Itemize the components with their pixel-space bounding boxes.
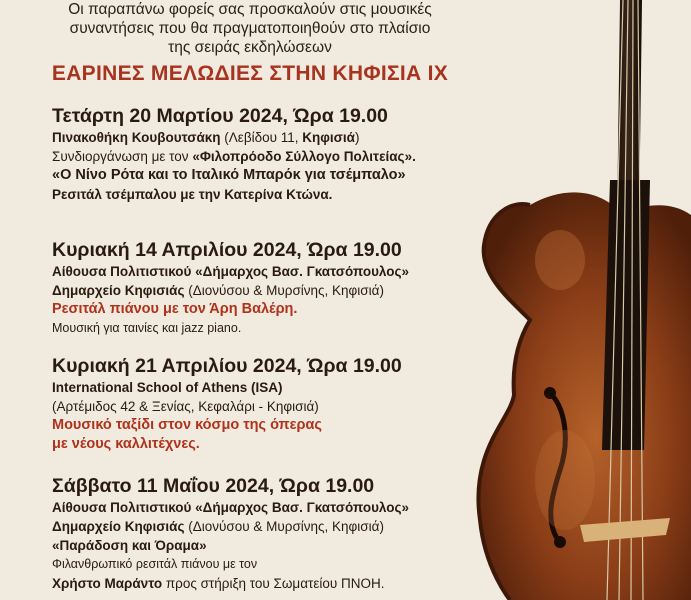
venue-close: ) [354, 130, 360, 145]
venue-name: Δημαρχείο Κηφισιάς [52, 519, 185, 534]
intro-line: της σειράς εκδηλώσεων [168, 39, 332, 56]
intro-line: Οι παραπάνω φορείς σας προσκαλούν στις μουσικές [68, 1, 432, 18]
organizer-prefix: Συνδιοργάνωση με τον [52, 149, 193, 164]
intro-text [0, 0, 500, 57]
cello-illustration-icon [470, 0, 691, 600]
intro-line: συναντήσεις που θα πραγματοποιηθούν στο πλαίσιο [69, 20, 431, 37]
event-title: «Ο Νίνο Ρότα και το Ιταλικό Μπαρόκ για τσέμπαλο» [52, 167, 406, 183]
event-performer [52, 574, 512, 593]
event-venue-address: (Αρτέμιδος 42 & Ξενίας, Κεφαλάρι - Κηφισιά) [52, 399, 319, 414]
event-venue [52, 128, 512, 147]
events-list [52, 104, 512, 593]
venue-name: Δημαρχείο Κηφισιάς [52, 283, 185, 298]
event-organizer [52, 147, 512, 166]
event-1 [52, 104, 512, 238]
event-title: «Παράδοση και Όραμα» [52, 538, 207, 553]
event-venue: Αίθουσα Πολιτιστικού «Δήμαρχος Βασ. Γκατσόπουλος» [52, 264, 410, 279]
event-4 [52, 474, 512, 593]
performer-cause: προς στήριξη του Σωματείου ΠΝΟΗ. [162, 576, 385, 591]
venue-address: (Διονύσου & Μυρσίνης, Κηφισιά) [184, 519, 384, 534]
event-venue: Αίθουσα Πολιτιστικού «Δήμαρχος Βασ. Γκατσόπουλος» [52, 500, 410, 515]
performer-name: Χρήστο Μαράντο [52, 576, 163, 591]
event-title-cont: με νέους καλλιτέχνες. [52, 436, 200, 452]
event-venue: International School of Athens (ISA) [52, 380, 283, 395]
event-date: Κυριακή 14 Απριλίου 2024, Ώρα 19.00 [52, 239, 402, 261]
venue-name: Πινακοθήκη Κουβουτσάκη [52, 130, 221, 145]
event-2 [52, 238, 512, 354]
event-date: Κυριακή 21 Απριλίου 2024, Ώρα 19.00 [52, 355, 402, 377]
event-3 [52, 354, 512, 474]
event-venue-address [52, 281, 512, 300]
event-date: Σάββατο 11 Μαΐου 2024, Ώρα 19.00 [52, 475, 375, 497]
series-title: ΕΑΡΙΝΕΣ ΜΕΛΩΔΙΕΣ ΣΤΗΝ ΚΗΦΙΣΙΑ IX [51, 62, 449, 85]
event-venue-address [52, 517, 512, 536]
event-date: Τετάρτη 20 Μαρτίου 2024, Ώρα 19.00 [52, 105, 388, 127]
venue-address: (Λεβίδου 11, [220, 130, 303, 145]
event-description: Μουσική για ταινίες και jazz piano. [52, 321, 242, 335]
venue-address: (Διονύσου & Μυρσίνης, Κηφισιά) [184, 283, 384, 298]
organizer-name: «Φιλοπρόοδο Σύλλογο Πολιτείας». [192, 149, 416, 164]
event-description: Ρεσιτάλ τσέμπαλου με την Κατερίνα Κτώνα. [52, 187, 333, 202]
event-title: Ρεσιτάλ πιάνου με τον Άρη Βαλέρη. [52, 301, 298, 317]
event-description: Φιλανθρωπικό ρεσιτάλ πιάνου με τον [52, 557, 258, 571]
event-title: Μουσικό ταξίδι στον κόσμο της όπερας [52, 417, 322, 433]
venue-city: Κηφισιά [302, 130, 355, 145]
